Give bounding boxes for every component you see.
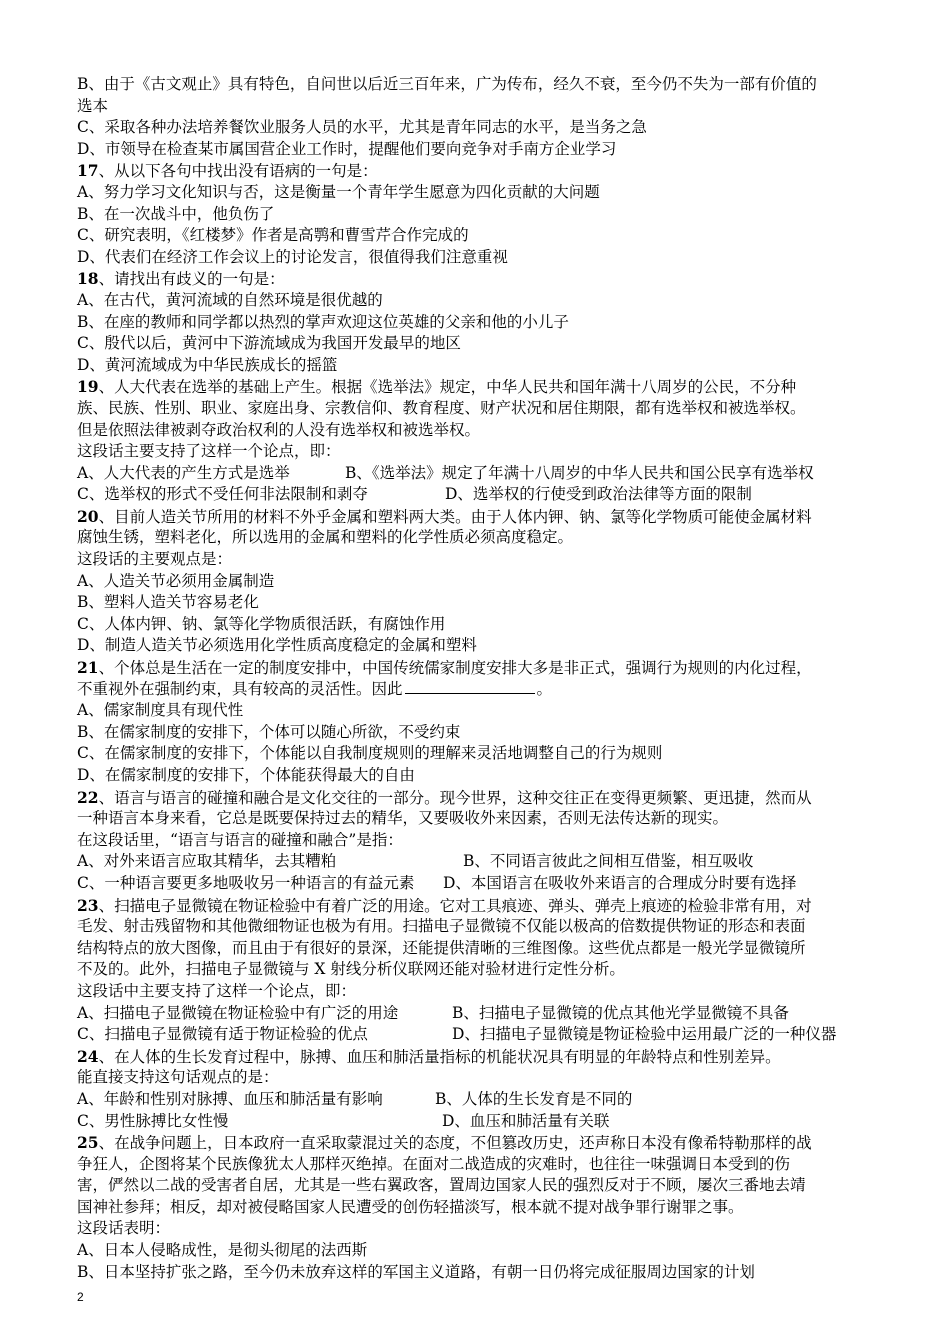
question-number: 22 bbox=[77, 787, 99, 807]
option-left: A、对外来语言应取其精华，去其糟粕 bbox=[77, 852, 337, 871]
text-line: 毛发、射击残留物和其他微细物证也极为有用。扫描电子显微镜不仅能以极高的倍数提供物证的形态和表面 bbox=[77, 917, 806, 936]
question-number: 24 bbox=[77, 1046, 99, 1066]
option-right: B、人体的生长发育是不同的 bbox=[435, 1089, 633, 1108]
option-pair-line bbox=[77, 1111, 877, 1133]
text-line: C、殷代以后，黄河中下游流域成为我国开发最早的地区 bbox=[77, 334, 461, 353]
text-line: A、儒家制度具有现代性 bbox=[77, 701, 244, 720]
text-line: B、塑料人造关节容易老化 bbox=[77, 593, 259, 612]
question-line bbox=[77, 1046, 877, 1068]
question-line bbox=[77, 268, 877, 290]
question-number: 17 bbox=[77, 161, 99, 181]
question-number: 21 bbox=[77, 658, 99, 678]
text-line: 这段话主要支持了这样一个论点，即： bbox=[77, 442, 341, 461]
question-line bbox=[77, 1132, 877, 1154]
text-line: D、在儒家制度的安排下，个体能获得最大的自由 bbox=[77, 766, 415, 784]
text-line: 争狂人，企图将某个民族像犹太人那样灭绝掉。在面对二战造成的灾难时，也往往一味强调日本受到的伤 bbox=[77, 1154, 791, 1173]
text-line: 这段话中主要支持了这样一个论点，即： bbox=[77, 981, 357, 1000]
option-pair-line bbox=[77, 851, 877, 873]
question-stem: 、个体总是生活在一定的制度安排中，中国传统儒家制度安排大多是非正式，强调行为规则的内化过程， bbox=[98, 659, 812, 678]
question-stem: 、在战争问题上，日本政府一直采取蒙混过关的态度，不但篡改历史，还声称日本没有像希特勒那样的战 bbox=[98, 1134, 812, 1153]
question-line bbox=[77, 657, 877, 679]
question-number: 18 bbox=[77, 269, 99, 289]
text-line: C、研究表明，《红楼梦》作者是高鹗和曹雪芹合作完成的 bbox=[77, 226, 469, 245]
question-stem: 、语言与语言的碰撞和融合是文化交往的一部分。现今世界，这种交往正在变得更频繁、更迅捷，然而从 bbox=[98, 788, 812, 807]
answer-blank bbox=[405, 679, 535, 694]
option-right: D、扫描电子显微镜是物证检验中运用最广泛的一种仪器 bbox=[452, 1025, 837, 1044]
option-right: B、不同语言彼此之间相互借鉴，相互吸收 bbox=[463, 852, 754, 871]
text-before-blank: 不重视外在强制约束，具有较高的灵活性。因此 bbox=[77, 679, 403, 698]
text-line: 结构特点的放大图像，而且由于有很好的景深，还能提供清晰的三维图像。这些优点都是一般光学显微镜所 bbox=[77, 938, 806, 957]
text-line: C、采取各种办法培养餐饮业服务人员的水平，尤其是青年同志的水平，是当务之急 bbox=[77, 118, 647, 137]
text-line: 能直接支持这句话观点的是： bbox=[77, 1068, 279, 1087]
question-line bbox=[77, 506, 877, 528]
text-line: 不及的。此外，扫描电子显微镜与 X 射线分析仪联网还能对验材进行定性分析。 bbox=[77, 960, 625, 979]
question-number: 23 bbox=[77, 895, 99, 915]
question-stem: 、请找出有歧义的一句是： bbox=[98, 270, 285, 289]
text-line: B、由于《古文观止》具有特色，自问世以后近三百年来，广为传布，经久不衰，至今仍不失为一部有价值的 bbox=[77, 75, 817, 93]
option-left: A、扫描电子显微镜在物证检验中有广泛的用途 bbox=[77, 1003, 399, 1022]
option-right: D、本国语言在吸收外来语言的合理成分时要有选择 bbox=[443, 873, 797, 892]
option-right: B、扫描电子显微镜的优点其他光学显微镜不具备 bbox=[452, 1003, 789, 1022]
question-line bbox=[77, 895, 877, 917]
text-line: 选本 bbox=[77, 96, 109, 115]
option-left: C、扫描电子显微镜有适于物证检验的优点 bbox=[77, 1025, 368, 1044]
option-left: A、年龄和性别对脉搏、血压和肺活量有影响 bbox=[77, 1089, 383, 1108]
question-stem: 、目前人造关节所用的材料不外乎金属和塑料两大类。由于人体内钾、钠、氯等化学物质可能使金属材料 bbox=[98, 507, 812, 526]
text-line: A、日本人侵略成性，是彻头彻尾的法西斯 bbox=[77, 1241, 368, 1260]
text-line: B、在一次战斗中，他负伤了 bbox=[77, 204, 275, 223]
text-line: 腐蚀生锈，塑料老化，所以选用的金属和塑料的化学性质必须高度稳定。 bbox=[77, 528, 574, 547]
question-stem: 、人大代表在选举的基础上产生。根据《选举法》规定，中华人民共和国年满十八周岁的公民，不分种 bbox=[98, 378, 797, 397]
text-line: D、黄河流域成为中华民族成长的摇篮 bbox=[77, 355, 338, 374]
option-right: D、血压和肺活量有关联 bbox=[442, 1111, 610, 1130]
text-line: 这段话表明： bbox=[77, 1219, 171, 1238]
question-number: 25 bbox=[77, 1133, 99, 1153]
fill-blank-line bbox=[77, 679, 877, 701]
option-pair-line bbox=[77, 463, 877, 485]
text-line: A、努力学习文化知识与否，这是衡量一个青年学生愿意为四化贡献的大问题 bbox=[77, 182, 600, 201]
text-line: D、制造人造关节必须选用化学性质高度稳定的金属和塑料 bbox=[77, 636, 477, 655]
option-right: B、《选举法》规定了年满十八周岁的中华人民共和国公民享有选举权 bbox=[345, 463, 814, 482]
text-line: 国神社参拜；相反，却对被侵略国家人民遭受的创伤轻描淡写，根本就不提对战争罪行谢罪之事。 bbox=[77, 1197, 744, 1216]
text-line: C、在儒家制度的安排下，个体能以自我制度规则的理解来灵活地调整自己的行为规则 bbox=[77, 744, 663, 763]
question-line bbox=[77, 376, 877, 398]
text-line: D、代表们在经济工作会议上的讨论发言，很值得我们注意重视 bbox=[77, 247, 508, 266]
question-stem: 、从以下各句中找出没有语病的一句是： bbox=[98, 162, 378, 181]
question-number: 19 bbox=[77, 377, 99, 397]
page-number: 2 bbox=[77, 1290, 84, 1304]
text-line: 在这段话里，“语言与语言的碰撞和融合”是指： bbox=[77, 830, 403, 849]
option-pair-line bbox=[77, 1089, 877, 1111]
text-line: C、人体内钾、钠、氯等化学物质很活跃，有腐蚀作用 bbox=[77, 614, 446, 633]
question-text-body bbox=[77, 74, 877, 1283]
text-line: A、在古代，黄河流域的自然环境是很优越的 bbox=[77, 290, 383, 309]
option-left: C、一种语言要更多地吸收另一种语言的有益元素 bbox=[77, 873, 415, 892]
text-line: 族、民族、性别、职业、家庭出身、宗教信仰、教育程度、财产状况和居住期限，都有选举权和被选举权。 bbox=[77, 398, 806, 417]
text-line: B、在座的教师和同学都以热烈的掌声欢迎这位英雄的父亲和他的小儿子 bbox=[77, 312, 569, 331]
text-line: D、市领导在检查某市属国营企业工作时，提醒他们要向竞争对手南方企业学习 bbox=[77, 139, 617, 158]
question-stem: 、在人体的生长发育过程中，脉搏、血压和肺活量指标的机能状况具有明显的年龄特点和性别差异。 bbox=[98, 1047, 781, 1066]
option-left: C、男性脉搏比女性慢 bbox=[77, 1111, 229, 1130]
text-line: B、在儒家制度的安排下，个体可以随心所欲，不受约束 bbox=[77, 722, 461, 741]
text-line: 一种语言本身来看，它总是既要保持过去的精华，又要吸收外来因素，否则无法传达新的现实。 bbox=[77, 809, 729, 828]
text-line: A、人造关节必须用金属制造 bbox=[77, 571, 275, 590]
option-right: D、选举权的行使受到政治法律等方面的限制 bbox=[445, 485, 752, 504]
question-line bbox=[77, 160, 877, 182]
text-line: B、日本坚持扩张之路，至今仍未放弃这样的军国主义道路，有朝一日仍将完成征服周边国家的计划 bbox=[77, 1262, 755, 1281]
text-after-blank: 。 bbox=[536, 679, 553, 698]
option-left: A、人大代表的产生方式是选举 bbox=[77, 463, 290, 482]
option-pair-line bbox=[77, 873, 877, 895]
question-number: 20 bbox=[77, 506, 99, 526]
question-line bbox=[77, 787, 877, 809]
text-line: 害，俨然以二战的受害者自居，尤其是一些右翼政客，置周边国家人民的强烈反对于不顾，屡次三番地去靖 bbox=[77, 1176, 806, 1195]
option-pair-line bbox=[77, 1024, 877, 1046]
option-pair-line bbox=[77, 1003, 877, 1025]
option-left: C、选举权的形式不受任何非法限制和剥夺 bbox=[77, 485, 368, 504]
question-stem: 、扫描电子显微镜在物证检验中有着广泛的用途。它对工具痕迹、弹头、弹壳上痕迹的检验非常有用，对 bbox=[98, 896, 812, 915]
option-pair-line bbox=[77, 484, 877, 506]
text-line: 这段话的主要观点是： bbox=[77, 550, 233, 569]
text-line: 但是依照法律被剥夺政治权利的人没有选举权和被选举权。 bbox=[77, 420, 481, 439]
